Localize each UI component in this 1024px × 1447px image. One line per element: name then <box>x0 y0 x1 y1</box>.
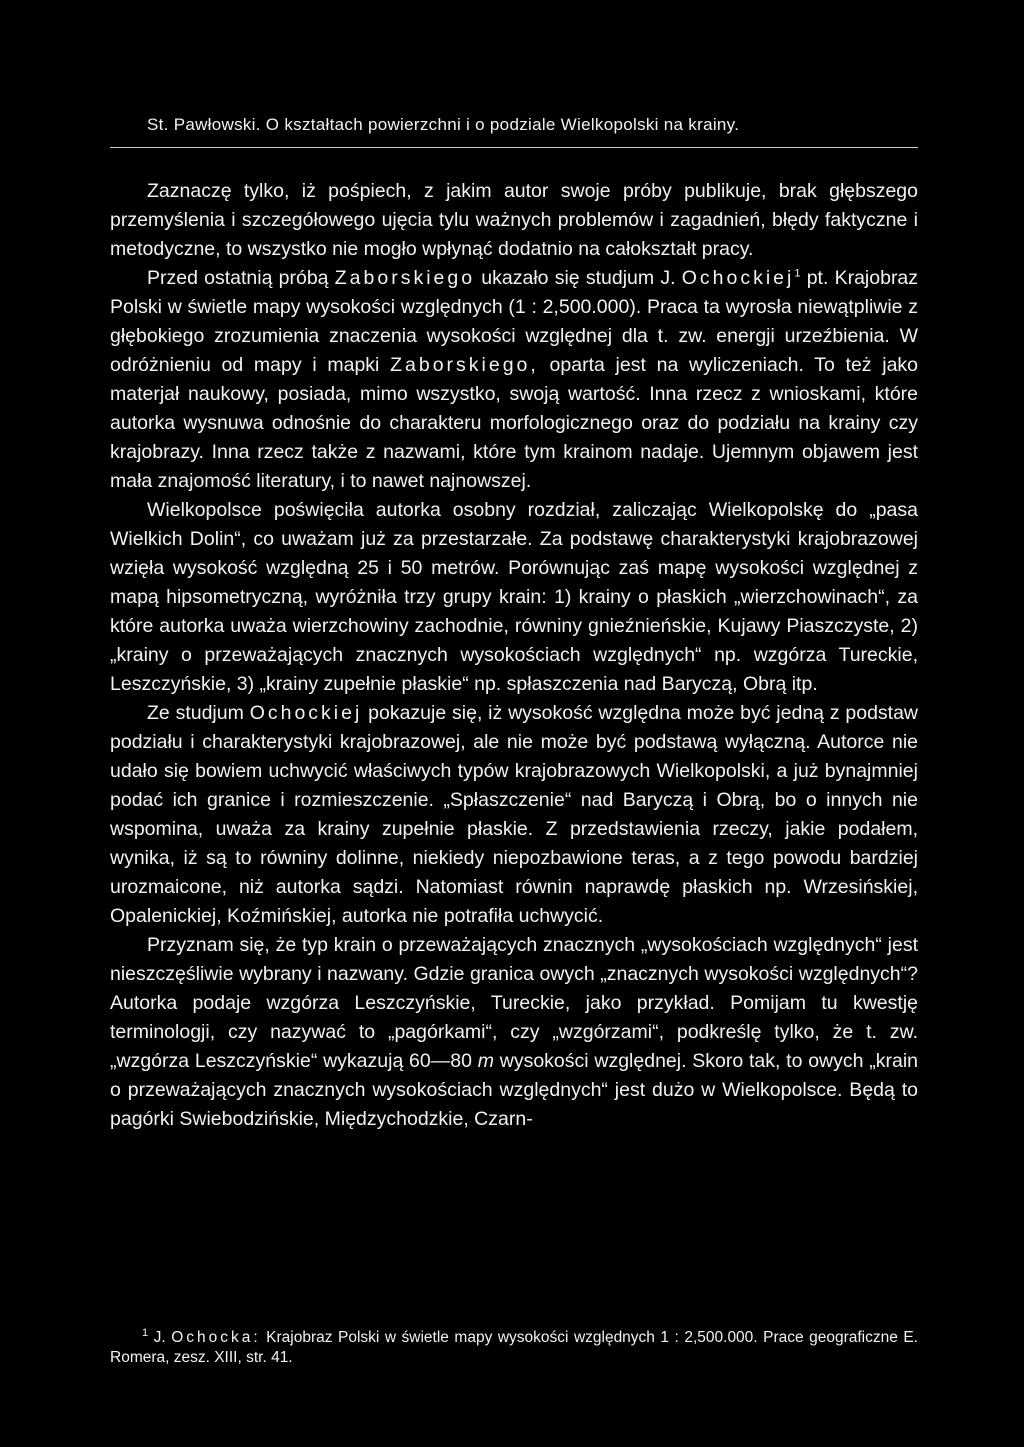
paragraph-2-text-a: Przed ostatnią próbą <box>147 267 329 289</box>
author-name-ochocka: Ochockiej <box>681 267 795 289</box>
footnote <box>110 1328 918 1368</box>
paragraph-4 <box>110 699 918 931</box>
paragraph-5-text-a: Przyznam się, że typ krain o przeważających znacznych „wysokościach względnych“ jest nieszczęśliwie wybrany i nazwany. Gdzie granica owych „znacznych wysokości względnych“? Autorka podaje wzgórza Leszczyńskie, Tureckie, jako przykład. Pomijam tu kwestję terminologji, czy nazywać to „pagórkami“, czy „wzgórzami“, podkreślę tylko, że t. zw. „wzgórza Leszczyńskie“ wykazują 60—80 <box>110 934 918 1072</box>
paragraph-5-text-b: wysokości względnej. Skoro tak, to owych „krain o przeważających znacznych wysokościach względnych“ jest dużo w Wielkopolsce. Będą to pagórki Swiebodzińskie, Międzychodzkie, Czarn- <box>110 1050 919 1130</box>
footnote-author: Ochocka: <box>171 1329 261 1346</box>
paragraph-5 <box>110 931 918 1134</box>
paragraph-4-text-a: Ze studjum <box>147 702 244 724</box>
unit-m: m <box>477 1050 494 1072</box>
footnote-author-prefix: J. <box>153 1329 166 1346</box>
footnote-citation: Krajobraz Polski w świetle mapy wysokości względnych 1 : 2,500.000. Prace geograficzne E. Romera, zesz. XIII, str. 41. <box>110 1329 918 1366</box>
paragraph-2-text-d: oparta jest na wyliczeniach. To też jako materjał naukowy, posiada, mimo wszystko, swoją wartość. Inna rzecz z wnioskami, które autorka wysnuwa odnośnie do charakteru morfologicznego oraz do podziału na krainy czy krajobrazy. Inna rzecz także z nazwami, które tym krainom nadaje. Ujemnym objawem jest mała znajomość literatury, i to nawet najnowszej. <box>110 354 919 492</box>
body-text <box>110 177 918 1134</box>
footnote-text <box>110 1328 918 1368</box>
paragraph-3: Wielkopolsce poświęciła autorka osobny rozdział, zaliczając Wielkopolskę do „pasa Wielkich Dolin“, co uważam już za przestarzałe. Za podstawę charakterystyki krajobrazowej wzięła wysokość względną 25 i 50 metrów. Porównując zaś mapę wysokości względnej z mapą hipsometryczną, wyróżniła trzy grupy krain: 1) krainy o płaskich „wierzchowinach“, za które autorka uważa wierzchowiny zachodnie, równiny gnieźnieńskie, Kujawy Piaszczyste, 2) „krainy o przeważających znacznych wysokościach względnych“ np. wzgórza Tureckie, Leszczyńskie, 3) „krainy zupełnie płaskie“ np. spłaszczenia nad Baryczą, Obrą itp. <box>110 499 918 695</box>
footnote-mark: 1 <box>142 1326 149 1339</box>
author-name-ochocka-2: Ochockiej <box>249 702 363 724</box>
paragraph-2-text-b: ukazało się studjum J. <box>481 267 676 289</box>
paragraph-2-text-c: pt. Krajobraz Polski w świetle mapy wysokości względnych (1 : 2,500.000). Praca ta wyrosła niewątpliwie z głębokiego zrozumienia znaczenia wysokości względnej dla t. zw. energji urzeźbienia. W odróżnieniu od mapy i mapki <box>110 267 919 376</box>
author-name-zaborski: Zaborskiego <box>334 267 476 289</box>
header-rule <box>110 147 918 148</box>
paragraph-4-text-b: pokazuje się, iż wysokość względna może być jedną z podstaw podziału i charakterystyki krajobrazowej, ale nie może być podstawą wyłączną. Autorce nie udało się bowiem uchwycić właściwych typów krajobrazowych Wielkopolski, a już bynajmniej podać ich granice i rozmieszczenie. „Spłaszczenie“ nad Baryczą i Obrą, bo o innych nie wspomina, uważa za krainy zupełnie płaskie. Z przedstawienia rzeczy, jakie podałem, wynika, iż są to równiny dolinne, niekiedy niepozbawione teras, a z tego powodu bardziej urozmaicone, niż autorka sądzi. Natomiast równin naprawdę płaskich np. Wrzesińskiej, Opalenickiej, Koźmińskiej, autorka nie potrafiła uchwycić. <box>110 702 919 927</box>
footnote-reference: 1 <box>794 267 801 280</box>
running-head: St. Pawłowski. O kształtach powierzchni i o podziale Wielkopolski na krainy. <box>147 115 740 134</box>
paragraph-2 <box>110 264 918 496</box>
author-name-zaborski-2: Zaborskiego, <box>390 354 539 376</box>
paragraph-1: Zaznaczę tylko, iż pośpiech, z jakim autor swoje próby publikuje, brak głębszego przemyślenia i szczegółowego ujęcia tylu ważnych problemów i zagadnień, błędy faktyczne i metodyczne, to wszystko nie mogło wpłynąć dodatnio na całokształt pracy. <box>110 180 918 260</box>
